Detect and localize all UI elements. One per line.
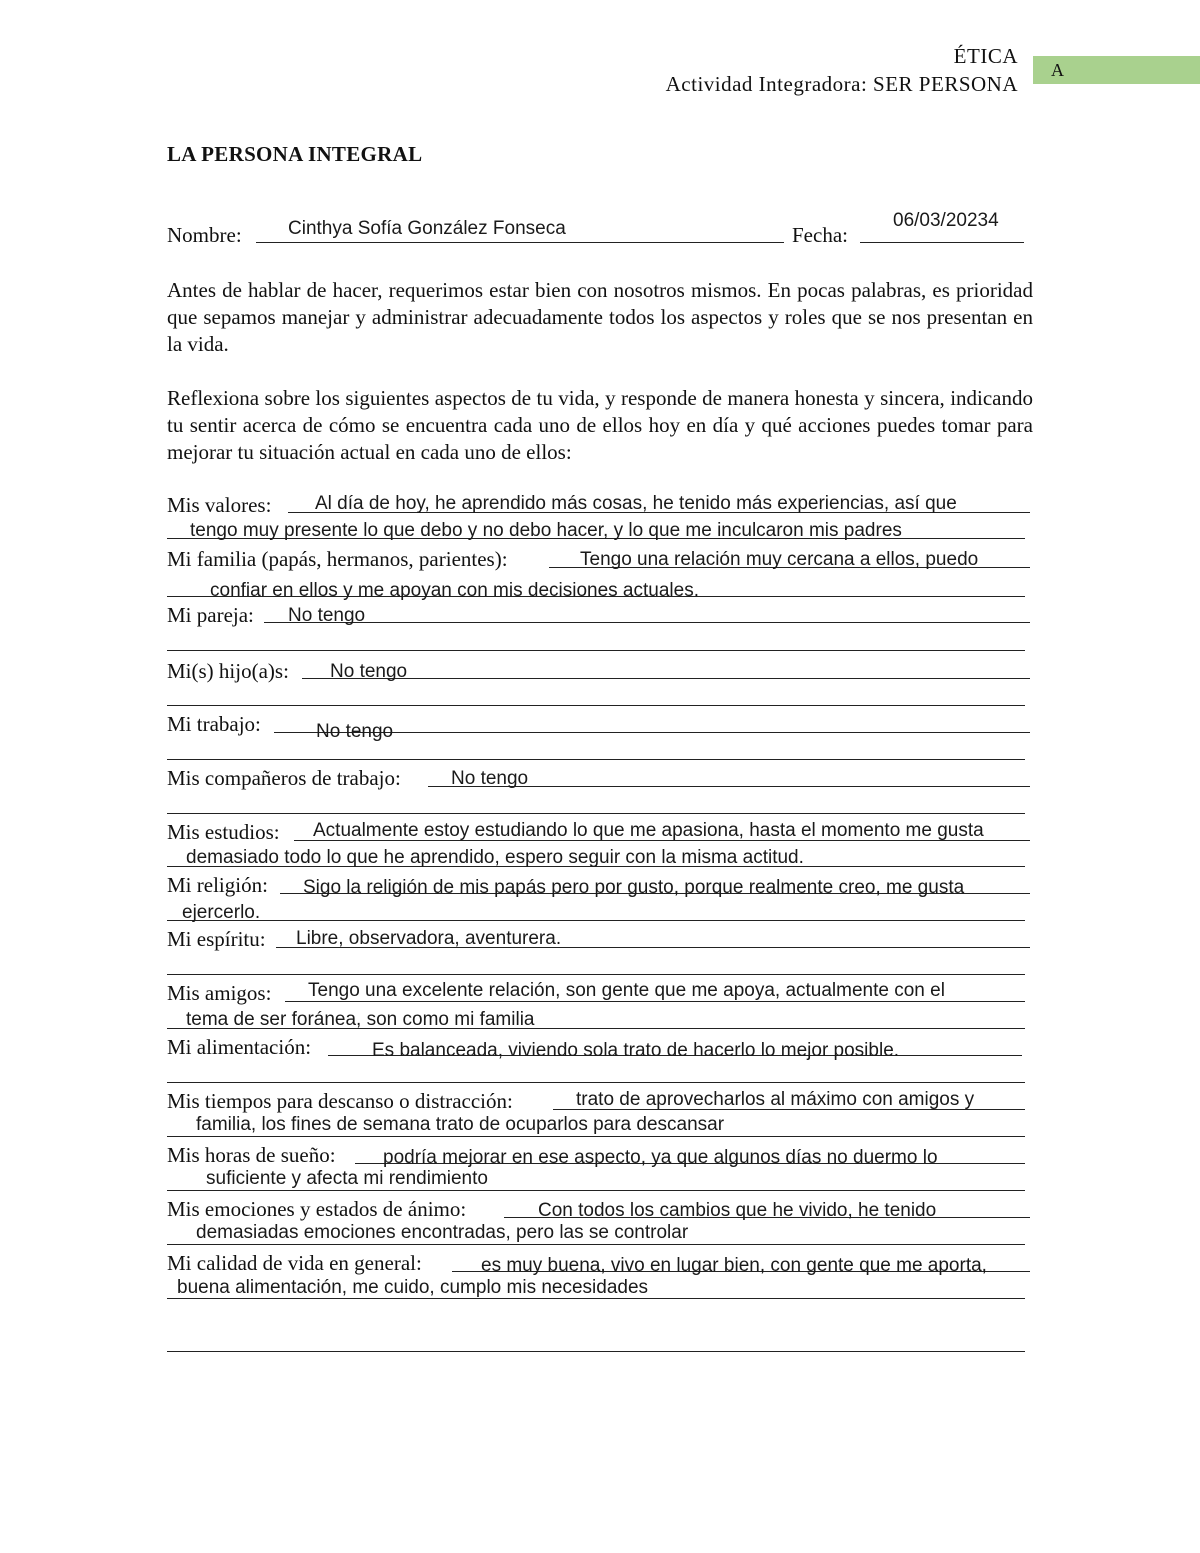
- answer-line: [302, 678, 1030, 679]
- answer-quality-line1[interactable]: es muy buena, vivo en lugar bien, con gente que me aporta,: [481, 1255, 987, 1276]
- answer-diet-line1[interactable]: Es balanceada, viviendo sola trato de hacerlo lo mejor posible.: [372, 1040, 900, 1061]
- answer-family-line2[interactable]: confiar en ellos y me apoyan con mis decisiones actuales.: [210, 580, 699, 601]
- answer-studies-line2[interactable]: demasiado todo lo que he aprendido, espero seguir con la misma actitud.: [186, 847, 804, 868]
- answer-friends-line1[interactable]: Tengo una excelente relación, son gente que me apoya, actualmente con el: [308, 980, 945, 1001]
- question-label-family: Mi familia (papás, hermanos, parientes):: [167, 547, 508, 571]
- subject-header: ÉTICA: [953, 44, 1018, 68]
- grade-badge: A: [1033, 56, 1200, 84]
- intro-paragraph: Antes de hablar de hacer, requerimos estar bien con nosotros mismos. En pocas palabras, es prioridad que sepamos manejar y administrar adecuadamente todos los aspectos y roles que se nos presentan en la vida.: [167, 278, 1033, 356]
- question-label-quality-of-life: Mi calidad de vida en general:: [167, 1251, 422, 1275]
- answer-rest-line2[interactable]: familia, los fines de semana trato de ocuparlos para descansar: [196, 1114, 725, 1135]
- answer-emotions-line2[interactable]: demasiadas emociones encontradas, pero las se controlar: [196, 1222, 689, 1243]
- answer-sleep-line1[interactable]: podría mejorar en ese aspecto, ya que algunos días no duermo lo: [383, 1147, 938, 1168]
- question-label-partner: Mi pareja:: [167, 603, 254, 627]
- question-label-coworkers: Mis compañeros de trabajo:: [167, 766, 401, 790]
- answer-line: [167, 1082, 1025, 1083]
- question-label-values: Mis valores:: [167, 493, 272, 517]
- question-label-spirit: Mi espíritu:: [167, 927, 266, 951]
- answer-family-line1[interactable]: Tengo una relación muy cercana a ellos, puedo: [580, 549, 979, 570]
- answer-values-line2[interactable]: tengo muy presente lo que debo y no debo hacer, y lo que me inculcaron mis padres: [190, 520, 902, 541]
- answer-partner-line1[interactable]: No tengo: [288, 605, 366, 626]
- question-label-religion: Mi religión:: [167, 873, 268, 897]
- question-label-rest: Mis tiempos para descanso o distracción:: [167, 1089, 513, 1113]
- date-underline: [860, 242, 1024, 243]
- activity-header: Actividad Integradora: SER PERSONA: [665, 72, 1018, 96]
- question-label-work: Mi trabajo:: [167, 712, 261, 736]
- answer-spirit-line1[interactable]: Libre, observadora, aventurera.: [296, 928, 562, 949]
- answer-friends-line2[interactable]: tema de ser foránea, son como mi familia: [186, 1009, 535, 1030]
- question-label-emotions: Mis emociones y estados de ánimo:: [167, 1197, 467, 1221]
- answer-line: [264, 622, 1030, 623]
- answer-quality-line2[interactable]: buena alimentación, me cuido, cumplo mis necesidades: [177, 1277, 649, 1298]
- answer-coworkers-line1[interactable]: No tengo: [451, 768, 529, 789]
- answer-line: [167, 759, 1025, 760]
- answer-values-line1[interactable]: Al día de hoy, he aprendido más cosas, he tenido más experiencias, así que: [315, 493, 957, 514]
- answer-emotions-line1[interactable]: Con todos los cambios que he vivido, he tenido: [538, 1200, 937, 1221]
- answer-sleep-line2[interactable]: suficiente y afecta mi rendimiento: [206, 1168, 488, 1189]
- answer-children-line1[interactable]: No tengo: [330, 661, 408, 682]
- question-label-children: Mi(s) hijo(a)s:: [167, 659, 289, 683]
- name-value[interactable]: Cinthya Sofía González Fonseca: [288, 218, 566, 239]
- answer-line: [167, 974, 1025, 975]
- question-label-diet: Mi alimentación:: [167, 1035, 312, 1059]
- answer-line: [167, 1136, 1025, 1137]
- extra-blank-line: [167, 1351, 1025, 1352]
- answer-studies-line1[interactable]: Actualmente estoy estudiando lo que me apasiona, hasta el momento me gusta: [313, 820, 984, 841]
- answer-religion-line2[interactable]: ejercerlo.: [182, 902, 261, 923]
- name-underline: [256, 242, 784, 243]
- answer-line: [167, 920, 1025, 921]
- question-label-friends: Mis amigos:: [167, 981, 272, 1005]
- question-label-studies: Mis estudios:: [167, 820, 280, 844]
- answer-work-line1[interactable]: No tengo: [316, 721, 394, 742]
- answer-line: [167, 650, 1025, 651]
- answer-rest-line1[interactable]: trato de aprovecharlos al máximo con amigos y: [576, 1089, 975, 1110]
- answer-religion-line1[interactable]: Sigo la religión de mis papás pero por gusto, porque realmente creo, me gusta: [303, 877, 965, 898]
- answer-line: [167, 705, 1025, 706]
- answer-line: [167, 1190, 1025, 1191]
- answer-line: [167, 1244, 1025, 1245]
- name-label: Nombre:: [167, 223, 242, 247]
- date-label: Fecha:: [792, 223, 848, 247]
- answer-line: [167, 813, 1025, 814]
- page-title: LA PERSONA INTEGRAL: [167, 142, 423, 166]
- date-value[interactable]: 06/03/20234: [893, 210, 999, 231]
- instructions-paragraph: Reflexiona sobre los siguientes aspectos de tu vida, y responde de manera honesta y sincera, indicando tu sentir acerca de cómo se encuentra cada uno de ellos hoy en día y qué acciones puedes tomar para mejorar tu situación actual en cada uno de ellos:: [167, 386, 1033, 464]
- question-label-sleep: Mis horas de sueño:: [167, 1143, 336, 1167]
